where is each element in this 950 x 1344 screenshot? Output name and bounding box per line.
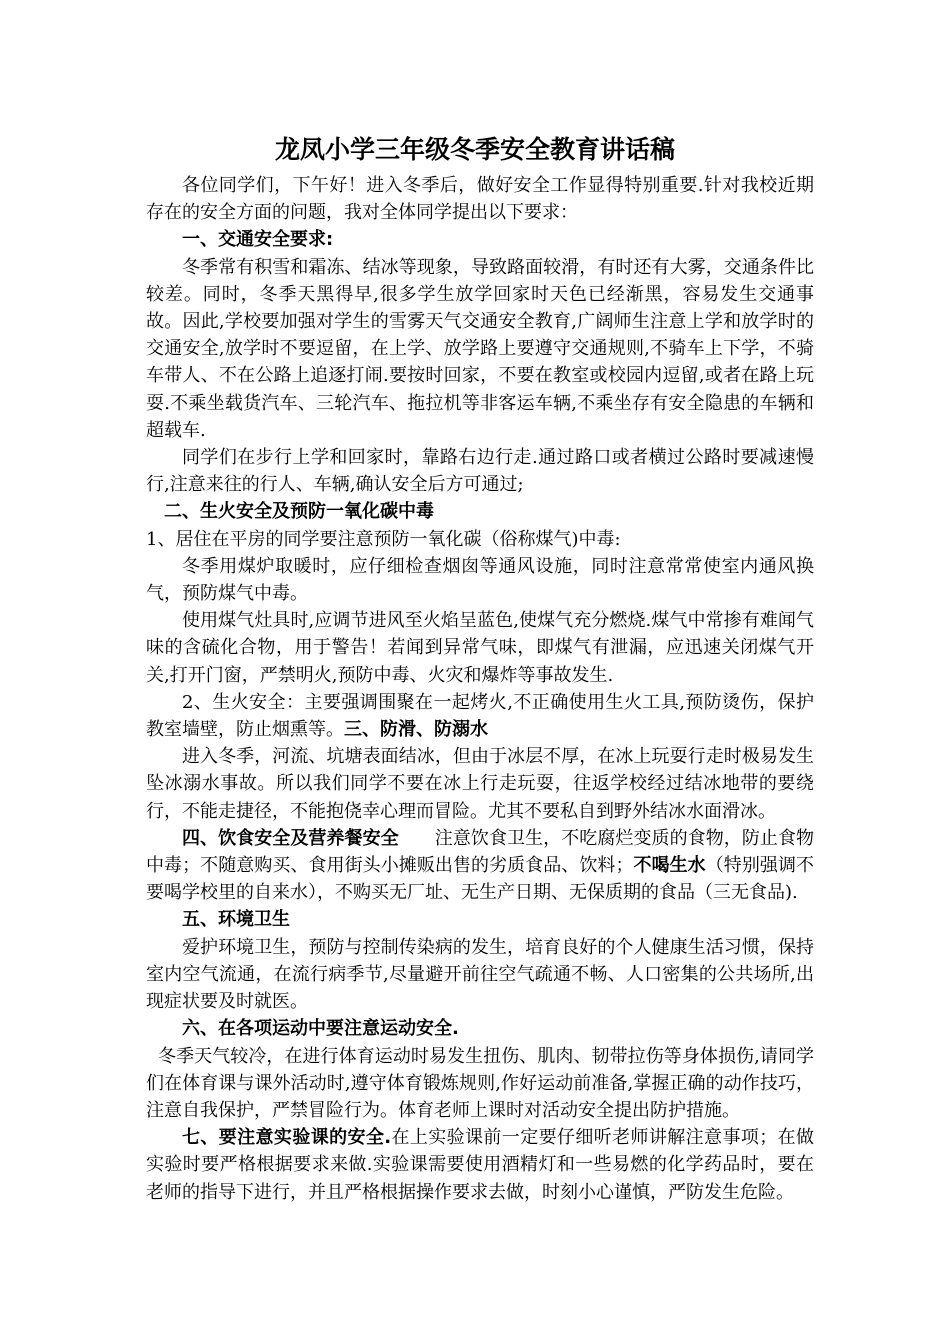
traffic-paragraph-2: 同学们在步行上学和回家时，靠路右边行走.通过路口或者横过公路时要减速慢行,注意来往的行人、车辆,确认安全后方可通过; [146, 447, 814, 496]
food-safety-paragraph [146, 825, 814, 907]
section-heading-fire-gas: 二、生火安全及预防一氧化碳中毒 [164, 501, 434, 523]
section-heading-food: 四、饮食安全及营养餐安全 [182, 827, 399, 849]
lab-safety-paragraph [146, 1124, 814, 1206]
slip-drown-paragraph: 进入冬季，河流、坑塘表面结冰，但由于冰层不厚，在冰上玩耍行走时极易发生坠冰溺水事故。所以我们同学不要在冰上行走玩耍，往返学校经过结冰地带的要绕行，不能走捷径，不能抱侥幸心理而冒险。尤其不要私自到野外结冰水面滑冰。 [146, 746, 814, 822]
document-body [146, 172, 814, 1206]
section-heading-lab: 七、要注意实验课的安全. [182, 1127, 392, 1149]
fire-safety-paragraph [146, 689, 814, 743]
food-text-a: 注意饮食卫生，不吃腐烂变质的食物，防止食物中毒；不随意购买、食用街头小摊贩出售的劣质食品、饮料； [146, 827, 815, 877]
gas-paragraph-2: 使用煤气灶具时,应调节进风至火焰呈蓝色,使煤气充分燃烧.煤气中常掺有难闻气味的含硫化合物，用于警告！若闻到异常气味，即煤气有泄漏，应迅速关闭煤气开关,打开门窗，严禁明火,预防中毒、火灾和爆炸等事故发生. [146, 610, 814, 686]
food-text-no-raw-water: 不喝生水 [633, 855, 706, 877]
section-heading-environment: 五、环境卫生 [182, 909, 290, 931]
gas-subheading: 1、居住在平房的同学要注意预防一氧化碳（俗称煤气)中毒: [146, 528, 621, 550]
traffic-paragraph-1: 冬季常有积雪和霜冻、结冰等现象，导致路面较滑，有时还有大雾，交通条件比较差。同时，冬季天黑得早,很多学生放学回家时天色已经渐黑，容易发生交通事故。因此,学校要加强对学生的雪雾天气交通安全教育,广阔师生注意上学和放学时的交通安全,放学时不要逗留，在上学、放学路上要遵守交通规则,不骑车上下学，不骑车带人、不在公路上追逐打闹.要按时回家，不要在教室或校园内逗留,或者在路上玩耍.不乘坐载货汽车、三轮汽车、拖拉机等非客运车辆,不乘坐存有安全隐患的车辆和超载车. [146, 256, 814, 441]
intro-paragraph: 各位同学们，下午好！进入冬季后，做好安全工作显得特别重要.针对我校近期存在的安全方面的问题，我对全体同学提出以下要求： [146, 175, 814, 224]
section-heading-sports: 六、在各项运动中要注意运动安全. [182, 1018, 459, 1040]
food-text-c: （特别强调不要喝学校里的自来水），不购买无厂址、无生产日期、无保质期的食品（三无食品). [146, 855, 815, 904]
lab-text: 在上实验课前一定要仔细听老师讲解注意事项；在做实验时要严格根据要求来做.实验课需要使用酒精灯和一些易燃的化学药品时，要在老师的指导下进行，并且严格根据操作要求去做，时刻小心谨慎，严防发生危险。 [146, 1127, 814, 1203]
section-heading-slip-drown: 三、防滑、防溺水 [344, 719, 488, 741]
section-heading-traffic: 一、交通安全要求: [182, 229, 334, 251]
environment-paragraph: 爱护环境卫生，预防与控制传染病的发生，培育良好的个人健康生活习惯，保持室内空气流通，在流行病季节,尽量避开前往空气疏通不畅、人口密集的公共场所,出现症状要及时就医。 [146, 936, 814, 1013]
document-title: 龙凤小学三年级冬季安全教育讲话稿 [274, 135, 675, 164]
gas-paragraph-1: 冬季用煤炉取暖时，应仔细检查烟囱等通风设施，同时注意常常使室内通风换气，预防煤气中毒。 [146, 555, 814, 605]
fire-safety-text: 2、生火安全：主要强调围聚在一起烤火,不正确使用生火工具,预防烫伤，保护教室墙壁，防止烟熏等。 [146, 691, 814, 741]
sports-paragraph: 冬季天气较冷，在进行体育运动时易发生扭伤、肌肉、韧带拉伤等身体损伤,请同学们在体育课与课外活动时,遵守体育锻炼规则,作好运动前准备,掌握正确的动作技巧，注意自我保护，严禁冒险行为。体育老师上课时对活动安全提出防护措施。 [146, 1045, 814, 1121]
